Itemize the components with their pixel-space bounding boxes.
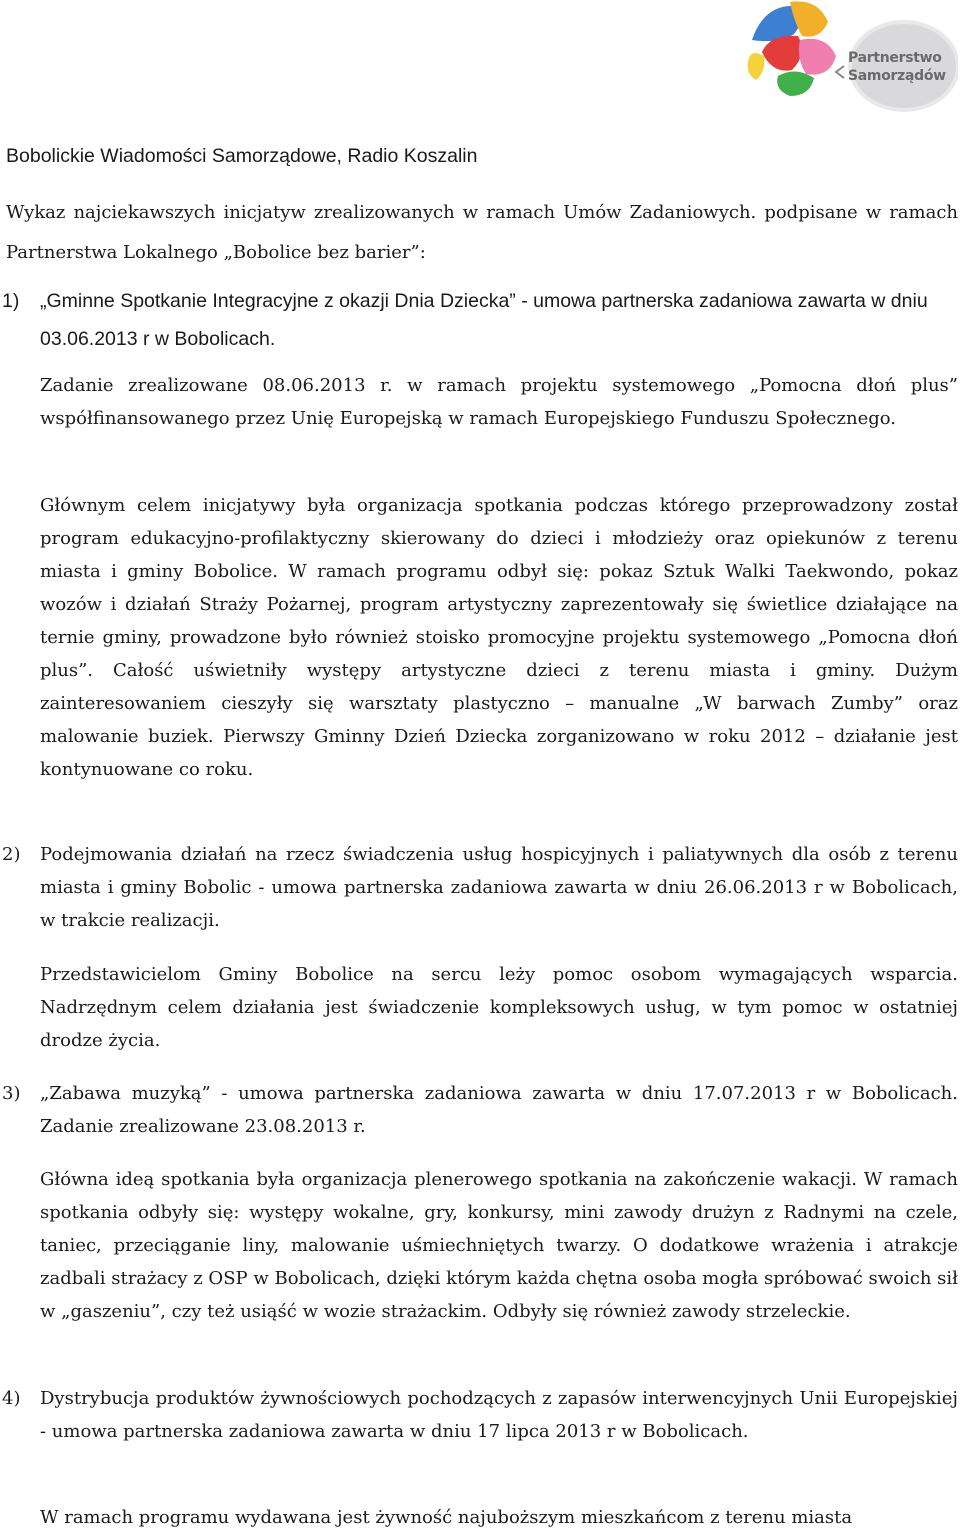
list-item-number: 1) — [2, 290, 20, 312]
list-item-2 — [2, 838, 958, 937]
list-item-number: 3) — [2, 1083, 21, 1104]
intro-paragraph: Wykaz najciekawszych inicjatyw zrealizowanych w ramach Umów Zadaniowych. podpisane w ramach Partnerstwa Lokalnego „Bobolice bez barier”: — [6, 202, 958, 263]
item-1-paragraph-2: Głównym celem inicjatywy była organizacja spotkania podczas którego przeprowadzony został program edukacyjno-profilaktyczny skierowany do dzieci i młodzieży oraz opiekunów z terenu miasta i gminy Bobolice. W ramach programu odbył się: pokaz Sztuk Walki Taekwondo, pokaz wozów i działań Straży Pożarnej, program artystyczny zaprezentowały się świetlice działające na ternie gminy, prowadzone było również stoisko promocyjne projektu systemowego „Pomocna dłoń plus”. Całość uświetniły występy artystyczne dzieci z terenu miasta i gminy. Dużym zainteresowaniem cieszyły się warsztaty plastyczno – manualne „W barwach Zumby” oraz malowanie buziek. Pierwszy Gminny Dzień Dziecka zorganizowano w roku 2012 – działanie jest kontynuowane co roku. — [40, 495, 958, 780]
list-item-title: „Gminne Spotkanie Integracyjne z okazji Dnia Dziecka” - umowa partnerska zadaniowa zawarta w dniu 03.06.2013 r w Bobolicach. — [40, 290, 928, 350]
list-item-title: „Zabawa muzyką” - umowa partnerska zadaniowa zawarta w dniu 17.07.2013 r w Bobolicach. Zadanie zrealizowane 23.08.2013 r. — [40, 1083, 958, 1137]
item-3-paragraph-1: Główna ideą spotkania była organizacja plenerowego spotkania na zakończenie wakacji. W ramach spotkania odbyły się: występy wokalne, gry, konkursy, mini zawody drużyn z Radnymi na czele, taniec, przeciąganie liny, malowanie uśmiechniętych twarzy. O dodatkowe wrażenia i atrakcje zadbali strażacy z OSP w Bobolicach, dzięki którym każda chętna osoba mogła spróbować swoich sił w „gaszeniu”, czy też usiąść w wozie strażackim. Odbyły się również zawody strzeleckie. — [40, 1169, 958, 1322]
source-line: Bobolickie Wiadomości Samorządowe, Radio Koszalin — [6, 145, 478, 167]
list-item-number: 2) — [2, 844, 21, 865]
item-1-paragraph-1: Zadanie zrealizowane 08.06.2013 r. w ramach projektu systemowego „Pomocna dłoń plus” współfinansowanego przez Unię Europejską w ramach Europejskiego Funduszu Społecznego. — [40, 375, 958, 429]
list-item-4 — [2, 1382, 958, 1448]
logo-text-line1: Partnerstwo — [848, 50, 942, 66]
item-2-paragraph-1: Przedstawicielom Gminy Bobolice na sercu leży pomoc osobom wymagających wsparcia. Nadrzędnym celem działania jest świadczenie kompleksowych usług, w tym pomoc w ostatniej drodze życia. — [40, 964, 958, 1051]
list-item-title: Podejmowania działań na rzecz świadczenia usług hospicyjnych i paliatywnych dla osób z terenu miasta i gminy Bobolic - umowa partnerska zadaniowa zawarta w dniu 26.06.2013 r w Bobolicach, w trakcie realizacji. — [40, 844, 958, 931]
list-item-3 — [2, 1077, 958, 1143]
partnerstwo-samorzadow-logo — [744, 0, 958, 112]
logo-text-line2: Samorządów — [848, 68, 946, 84]
list-item-1 — [2, 282, 958, 358]
item-4-paragraph-1: W ramach programu wydawana jest żywność najuboższym mieszkańcom z terenu miasta — [40, 1507, 853, 1528]
list-item-number: 4) — [2, 1388, 21, 1409]
list-item-title: Dystrybucja produktów żywnościowych pochodzących z zapasów interwencyjnych Unii Europejskiej - umowa partnerska zadaniowa zawarta w dniu 17 lipca 2013 r w Bobolicach. — [40, 1388, 958, 1442]
